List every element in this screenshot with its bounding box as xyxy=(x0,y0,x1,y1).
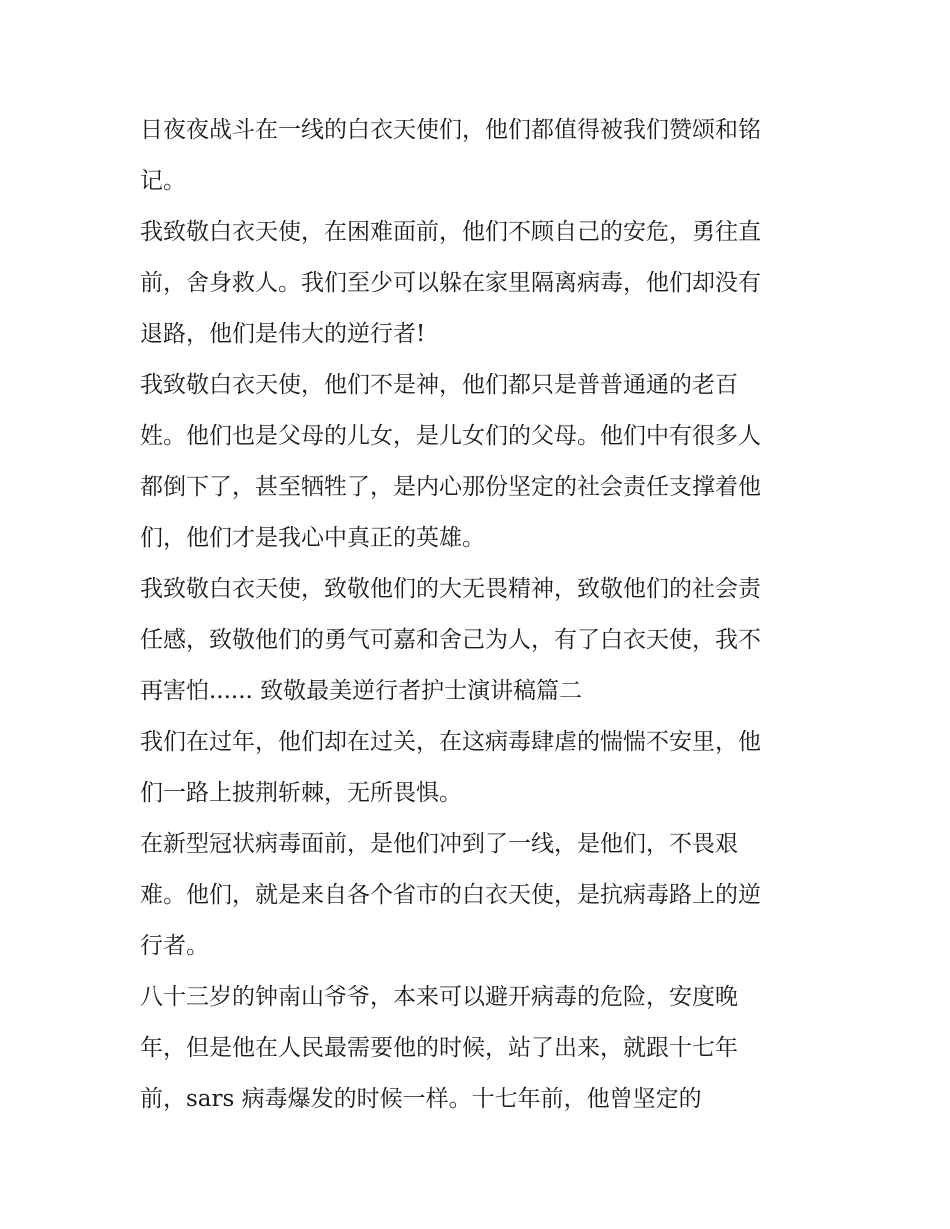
text-line: 八十三岁的钟南山爷爷，本来可以避开病毒的危险，安度晚 xyxy=(140,984,738,1010)
text-line: 我致敬白衣天使，致敬他们的大无畏精神，致敬他们的社会责 xyxy=(140,576,761,602)
text-line: 我致敬白衣天使，他们不是神，他们都只是普普通通的老百 xyxy=(140,372,738,398)
text-line: 退路，他们是伟大的逆行者! xyxy=(140,321,426,347)
text-line: 前，舍身救人。我们至少可以躲在家里隔离病毒，他们却没有 xyxy=(140,270,761,296)
text-line: 们一路上披荆斩棘，无所畏惧。 xyxy=(140,780,462,806)
text-line: 记。 xyxy=(140,168,186,194)
text-line: 我们在过年，他们却在过关，在这病毒肆虐的惴惴不安里，他 xyxy=(140,729,761,755)
text-line: 年，但是他在人民最需要他的时候，站了出来，就跟十七年 xyxy=(140,1035,738,1061)
text-line: 都倒下了，甚至牺牲了，是内心那份坚定的社会责任支撑着他 xyxy=(140,474,761,500)
text-line: 我致敬白衣天使，在困难面前，他们不顾自己的安危，勇往直 xyxy=(140,219,761,245)
text-line: 难。他们，就是来自各个省市的白衣天使，是抗病毒路上的逆 xyxy=(140,882,761,908)
text-line: 日夜夜战斗在一线的白衣天使们，他们都值得被我们赞颂和铭 xyxy=(140,117,761,143)
text-line: 再害怕...... 致敬最美逆行者护士演讲稿篇二 xyxy=(140,678,583,704)
text-line: 任感，致敬他们的勇气可嘉和舍己为人，有了白衣天使，我不 xyxy=(140,627,761,653)
text-line: 们，他们才是我心中真正的英雄。 xyxy=(140,525,485,551)
text-line: 姓。他们也是父母的儿女，是儿女们的父母。他们中有很多人 xyxy=(140,423,761,449)
text-line: 行者。 xyxy=(140,933,209,959)
body-text xyxy=(140,105,820,1125)
text-line: 前，sars 病毒爆发的时候一样。十七年前，他曾坚定的 xyxy=(140,1086,702,1112)
text-line: 在新型冠状病毒面前，是他们冲到了一线，是他们，不畏艰 xyxy=(140,831,738,857)
